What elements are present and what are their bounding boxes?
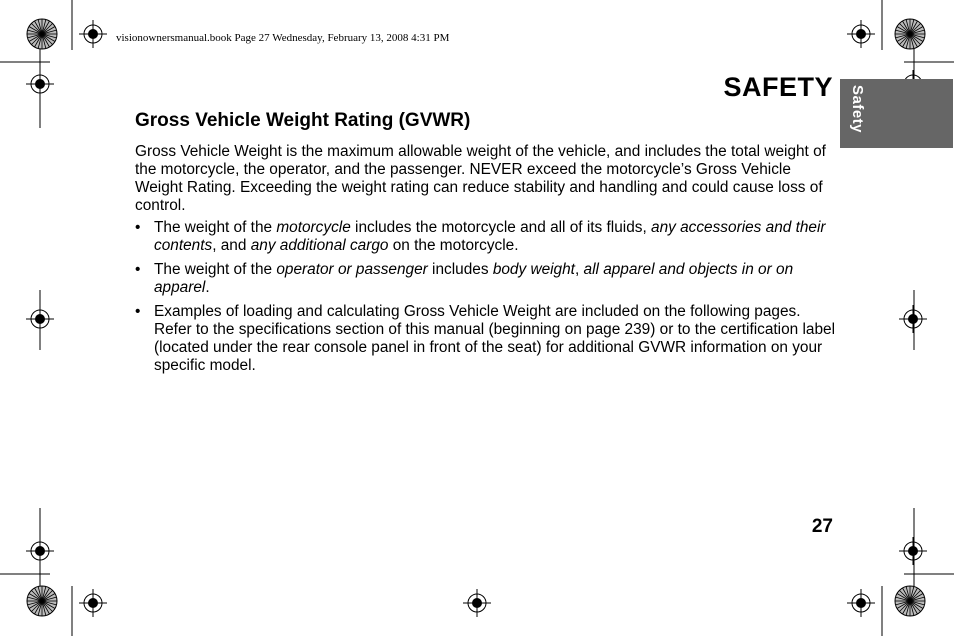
bullet-symbol: • xyxy=(135,303,141,320)
bullet-text: , and xyxy=(212,237,251,254)
bullet-item xyxy=(135,219,835,255)
registration-target-icon xyxy=(79,589,107,617)
body-paragraph: Gross Vehicle Weight is the maximum allowable weight of the vehicle, and includes the total weight of the motorcycle, the operator, and the passenger. NEVER exceed the motorcycle’s Gross Vehicle Weight Rating. Exceeding the weight rating can reduce stability and handling and could cause loss of control. xyxy=(135,143,826,214)
bullet-text: Examples of loading and calculating Gross Vehicle Weight are included on the following pages. Refer to the specifications section of this manual (beginning on page 239) or to the certification label (located under the rear console panel in front of the seat) for additional GVWR information on your specific model. xyxy=(154,303,836,374)
bullet-text: The weight of the xyxy=(154,219,277,236)
italic-text: body weight xyxy=(492,261,575,278)
bullet-text: . xyxy=(205,279,210,296)
section-title: SAFETY xyxy=(723,72,833,102)
bullet-text: on the motorcycle. xyxy=(388,237,519,254)
italic-text: any additional cargo xyxy=(250,237,389,254)
print-header-line: visionownersmanual.book Page 27 Wednesday, February 13, 2008 4:31 PM xyxy=(116,32,450,44)
bullet-item xyxy=(135,261,835,297)
registration-target-icon xyxy=(79,20,107,48)
bullet-text: The weight of the xyxy=(154,261,277,278)
italic-text: operator or passenger xyxy=(276,261,428,278)
registration-target-icon xyxy=(26,305,54,333)
registration-target-icon xyxy=(26,537,54,565)
bullet-list xyxy=(135,219,835,381)
bullet-symbol: • xyxy=(135,219,141,236)
bullet-item xyxy=(135,303,835,375)
bullet-text: , xyxy=(574,261,584,278)
side-tab-label: Safety xyxy=(849,85,866,134)
registration-target-icon xyxy=(847,20,875,48)
registration-target-icon xyxy=(899,305,927,333)
bullet-text: includes xyxy=(427,261,493,278)
italic-text: motorcycle xyxy=(276,219,351,236)
page-number: 27 xyxy=(811,516,833,537)
registration-target-icon xyxy=(463,589,491,617)
italic-text: any accessories and their contents xyxy=(154,219,826,254)
italic-text: all apparel and objects in or on apparel xyxy=(154,261,794,296)
registration-target-icon xyxy=(899,537,927,565)
starburst-target-icon xyxy=(895,586,925,616)
side-tab xyxy=(840,79,953,148)
starburst-target-icon xyxy=(895,19,925,49)
starburst-target-icon xyxy=(27,19,57,49)
registration-target-icon xyxy=(26,70,54,98)
bullet-symbol: • xyxy=(135,261,141,278)
starburst-target-icon xyxy=(27,586,57,616)
registration-target-icon xyxy=(847,589,875,617)
bullet-text: includes the motorcycle and all of its fluids, xyxy=(350,219,652,236)
page-heading: Gross Vehicle Weight Rating (GVWR) xyxy=(135,110,471,131)
